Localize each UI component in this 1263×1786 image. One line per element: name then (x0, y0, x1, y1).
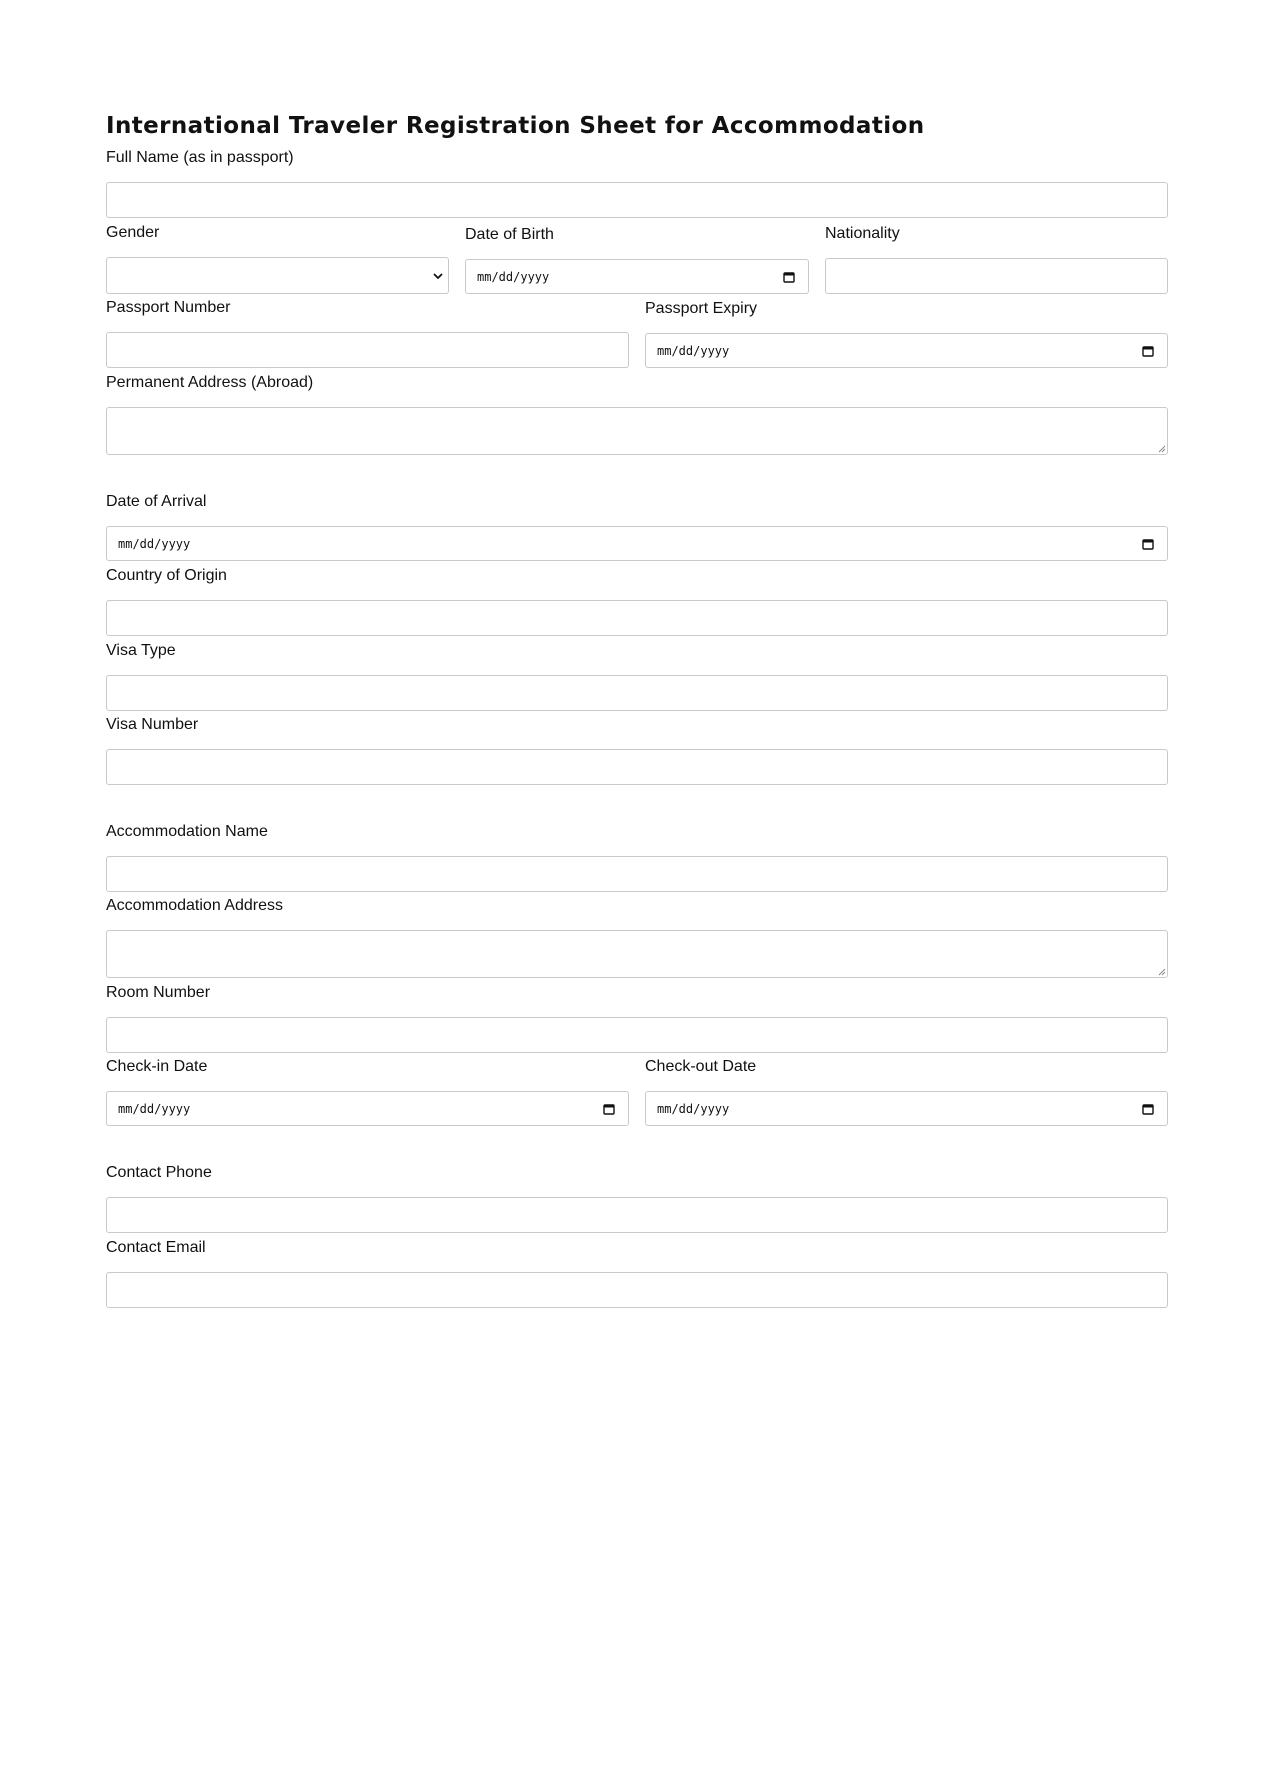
visa-number-input[interactable] (106, 749, 1168, 785)
country-of-origin-input[interactable] (106, 600, 1168, 636)
check-out-date-input[interactable] (645, 1091, 1168, 1126)
date-of-birth-placeholder: mm/dd/yyyy (477, 269, 550, 284)
country-of-origin-field (106, 566, 1168, 636)
permanent-address-field (106, 373, 1168, 453)
contact-email-input[interactable] (106, 1272, 1168, 1308)
gender-label: Gender (106, 224, 160, 241)
check-out-date-field (645, 1057, 1168, 1127)
nationality-label: Nationality (825, 225, 900, 242)
permanent-address-textarea[interactable] (106, 407, 1168, 455)
passport-number-field (106, 298, 629, 368)
contact-email-field (106, 1238, 1168, 1308)
calendar-icon[interactable] (783, 271, 795, 283)
resize-grip-icon[interactable] (1157, 444, 1166, 453)
contact-phone-input[interactable] (106, 1197, 1168, 1233)
registration-form (106, 111, 1168, 1256)
country-of-origin-label: Country of Origin (106, 567, 227, 584)
passport-expiry-placeholder: mm/dd/yyyy (657, 343, 730, 358)
check-in-date-input[interactable] (106, 1091, 629, 1126)
resize-grip-icon[interactable] (1157, 967, 1166, 976)
contact-email-label: Contact Email (106, 1239, 206, 1256)
chevron-down-icon (432, 270, 444, 282)
calendar-icon[interactable] (603, 1103, 615, 1115)
room-number-field (106, 983, 1168, 1053)
date-of-arrival-input[interactable] (106, 526, 1168, 561)
permanent-address-label: Permanent Address (Abroad) (106, 374, 314, 391)
date-of-arrival-placeholder: mm/dd/yyyy (118, 536, 191, 551)
room-number-label: Room Number (106, 984, 211, 1001)
nationality-input[interactable] (825, 258, 1168, 294)
calendar-icon[interactable] (1142, 1103, 1154, 1115)
passport-expiry-input[interactable] (645, 333, 1168, 368)
contact-phone-field (106, 1163, 1168, 1233)
visa-type-input[interactable] (106, 675, 1168, 711)
accommodation-address-label: Accommodation Address (106, 897, 283, 914)
date-of-birth-label: Date of Birth (465, 226, 554, 243)
visa-type-label: Visa Type (106, 642, 176, 659)
gender-field (106, 223, 449, 293)
check-in-date-field (106, 1057, 629, 1127)
full-name-input[interactable] (106, 182, 1168, 218)
form-title: International Traveler Registration Sheet for Accommodation (106, 113, 925, 139)
date-of-birth-field (465, 225, 809, 295)
visa-type-field (106, 641, 1168, 711)
date-of-arrival-label: Date of Arrival (106, 493, 207, 510)
full-name-field (106, 148, 1168, 218)
check-in-date-placeholder: mm/dd/yyyy (118, 1101, 191, 1116)
check-in-date-label: Check-in Date (106, 1058, 208, 1075)
accommodation-name-field (106, 822, 1168, 892)
passport-expiry-label: Passport Expiry (645, 300, 758, 317)
accommodation-name-input[interactable] (106, 856, 1168, 892)
date-of-birth-input[interactable] (465, 259, 809, 294)
passport-expiry-field (645, 299, 1168, 369)
calendar-icon[interactable] (1142, 345, 1154, 357)
calendar-icon[interactable] (1142, 538, 1154, 550)
check-out-date-placeholder: mm/dd/yyyy (657, 1101, 730, 1116)
full-name-label: Full Name (as in passport) (106, 149, 294, 166)
contact-phone-label: Contact Phone (106, 1164, 212, 1181)
accommodation-name-label: Accommodation Name (106, 823, 268, 840)
nationality-field (825, 224, 1168, 294)
date-of-arrival-field (106, 492, 1168, 562)
accommodation-address-field (106, 896, 1168, 976)
passport-number-label: Passport Number (106, 299, 231, 316)
room-number-input[interactable] (106, 1017, 1168, 1053)
accommodation-address-textarea[interactable] (106, 930, 1168, 978)
visa-number-label: Visa Number (106, 716, 199, 733)
check-out-date-label: Check-out Date (645, 1058, 757, 1075)
gender-select[interactable] (106, 257, 449, 294)
passport-number-input[interactable] (106, 332, 629, 368)
visa-number-field (106, 715, 1168, 785)
